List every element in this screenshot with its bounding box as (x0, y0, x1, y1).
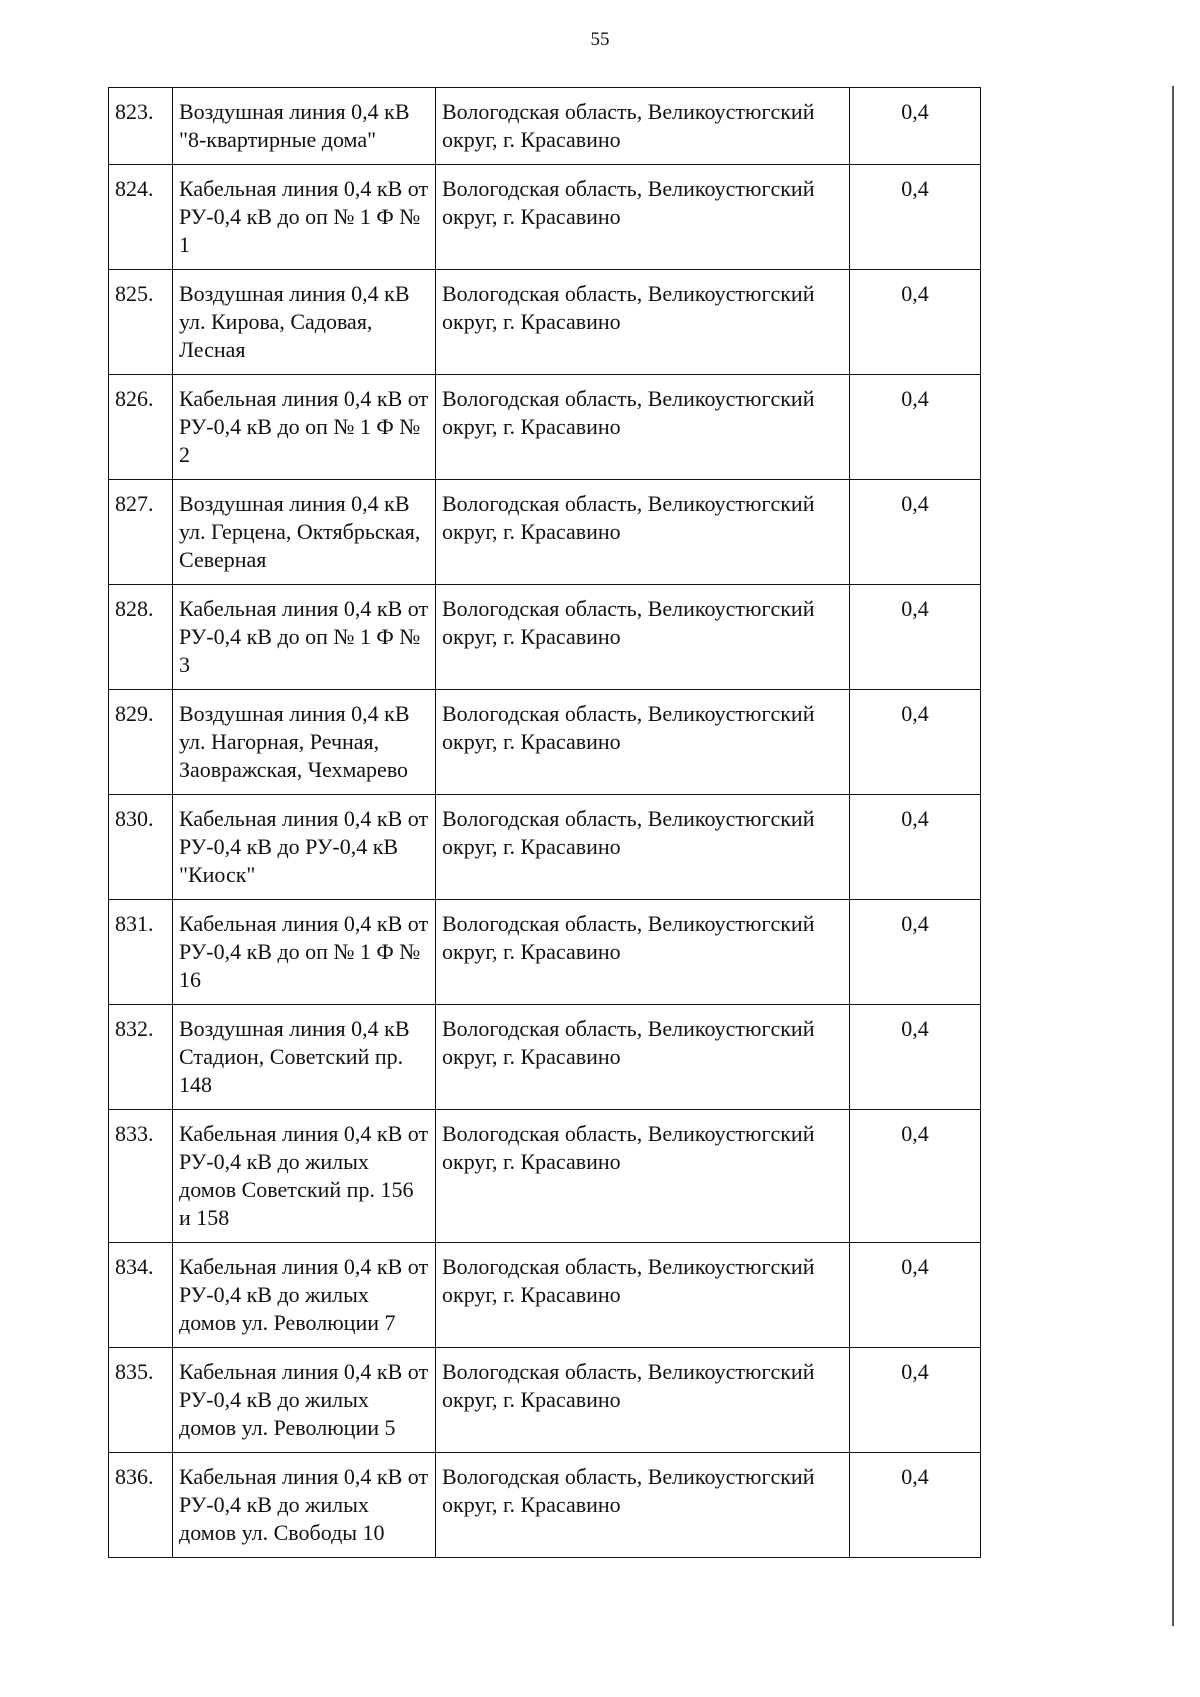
table-body (109, 88, 981, 1558)
object-name: Воздушная линия 0,4 кВ "8-квартирные дома" (173, 88, 436, 165)
object-address: Вологодская область, Великоустюгский округ, г. Красавино (436, 690, 850, 795)
row-number: 835. (109, 1348, 173, 1453)
table-row (109, 795, 981, 900)
object-name: Кабельная линия 0,4 кВ от РУ-0,4 кВ до жилых домов Советский пр. 156 и 158 (173, 1110, 436, 1243)
voltage-value: 0,4 (850, 88, 981, 165)
object-address: Вологодская область, Великоустюгский округ, г. Красавино (436, 480, 850, 585)
row-number: 833. (109, 1110, 173, 1243)
row-number: 831. (109, 900, 173, 1005)
table-row (109, 900, 981, 1005)
table-row (109, 480, 981, 585)
object-name: Воздушная линия 0,4 кВ ул. Герцена, Октябрьская, Северная (173, 480, 436, 585)
voltage-value: 0,4 (850, 270, 981, 375)
voltage-value: 0,4 (850, 585, 981, 690)
voltage-value: 0,4 (850, 1453, 981, 1558)
voltage-value: 0,4 (850, 1005, 981, 1110)
object-name: Кабельная линия 0,4 кВ от РУ-0,4 кВ до оп № 1 Ф № 16 (173, 900, 436, 1005)
table-row (109, 585, 981, 690)
voltage-value: 0,4 (850, 1348, 981, 1453)
row-number: 824. (109, 165, 173, 270)
page-number: 55 (590, 29, 610, 50)
voltage-value: 0,4 (850, 1243, 981, 1348)
object-address: Вологодская область, Великоустюгский округ, г. Красавино (436, 1453, 850, 1558)
object-address: Вологодская область, Великоустюгский округ, г. Красавино (436, 795, 850, 900)
row-number: 828. (109, 585, 173, 690)
object-address: Вологодская область, Великоустюгский округ, г. Красавино (436, 1243, 850, 1348)
voltage-value: 0,4 (850, 480, 981, 585)
voltage-value: 0,4 (850, 165, 981, 270)
object-name: Кабельная линия 0,4 кВ от РУ-0,4 кВ до оп № 1 Ф № 3 (173, 585, 436, 690)
table-row (109, 270, 981, 375)
object-name: Кабельная линия 0,4 кВ от РУ-0,4 кВ до жилых домов ул. Свободы 10 (173, 1453, 436, 1558)
row-number: 827. (109, 480, 173, 585)
object-name: Кабельная линия 0,4 кВ от РУ-0,4 кВ до жилых домов ул. Революции 7 (173, 1243, 436, 1348)
table-row (109, 88, 981, 165)
object-name: Воздушная линия 0,4 кВ Стадион, Советский пр. 148 (173, 1005, 436, 1110)
object-address: Вологодская область, Великоустюгский округ, г. Красавино (436, 1005, 850, 1110)
voltage-value: 0,4 (850, 900, 981, 1005)
table-row (109, 1110, 981, 1243)
object-address: Вологодская область, Великоустюгский округ, г. Красавино (436, 270, 850, 375)
object-address: Вологодская область, Великоустюгский округ, г. Красавино (436, 88, 850, 165)
object-name: Кабельная линия 0,4 кВ от РУ-0,4 кВ до оп № 1 Ф № 2 (173, 375, 436, 480)
row-number: 832. (109, 1005, 173, 1110)
object-name: Кабельная линия 0,4 кВ от РУ-0,4 кВ до оп № 1 Ф № 1 (173, 165, 436, 270)
table-row (109, 1348, 981, 1453)
row-number: 825. (109, 270, 173, 375)
table-row (109, 1453, 981, 1558)
registry-table (108, 87, 981, 1558)
object-name: Воздушная линия 0,4 кВ ул. Нагорная, Речная, Заовражская, Чехмарево (173, 690, 436, 795)
row-number: 836. (109, 1453, 173, 1558)
voltage-value: 0,4 (850, 375, 981, 480)
table-row (109, 690, 981, 795)
object-address: Вологодская область, Великоустюгский округ, г. Красавино (436, 900, 850, 1005)
voltage-value: 0,4 (850, 795, 981, 900)
table-row (109, 165, 981, 270)
object-address: Вологодская область, Великоустюгский округ, г. Красавино (436, 1110, 850, 1243)
object-address: Вологодская область, Великоустюгский округ, г. Красавино (436, 165, 850, 270)
row-number: 829. (109, 690, 173, 795)
table-row (109, 375, 981, 480)
row-number: 826. (109, 375, 173, 480)
object-address: Вологодская область, Великоустюгский округ, г. Красавино (436, 375, 850, 480)
row-number: 823. (109, 88, 173, 165)
table-row (109, 1005, 981, 1110)
object-address: Вологодская область, Великоустюгский округ, г. Красавино (436, 1348, 850, 1453)
object-name: Воздушная линия 0,4 кВ ул. Кирова, Садовая, Лесная (173, 270, 436, 375)
margin-line (1172, 86, 1174, 1626)
object-name: Кабельная линия 0,4 кВ от РУ-0,4 кВ до РУ-0,4 кВ "Киоск" (173, 795, 436, 900)
object-address: Вологодская область, Великоустюгский округ, г. Красавино (436, 585, 850, 690)
row-number: 834. (109, 1243, 173, 1348)
row-number: 830. (109, 795, 173, 900)
voltage-value: 0,4 (850, 690, 981, 795)
object-name: Кабельная линия 0,4 кВ от РУ-0,4 кВ до жилых домов ул. Революции 5 (173, 1348, 436, 1453)
table-row (109, 1243, 981, 1348)
voltage-value: 0,4 (850, 1110, 981, 1243)
